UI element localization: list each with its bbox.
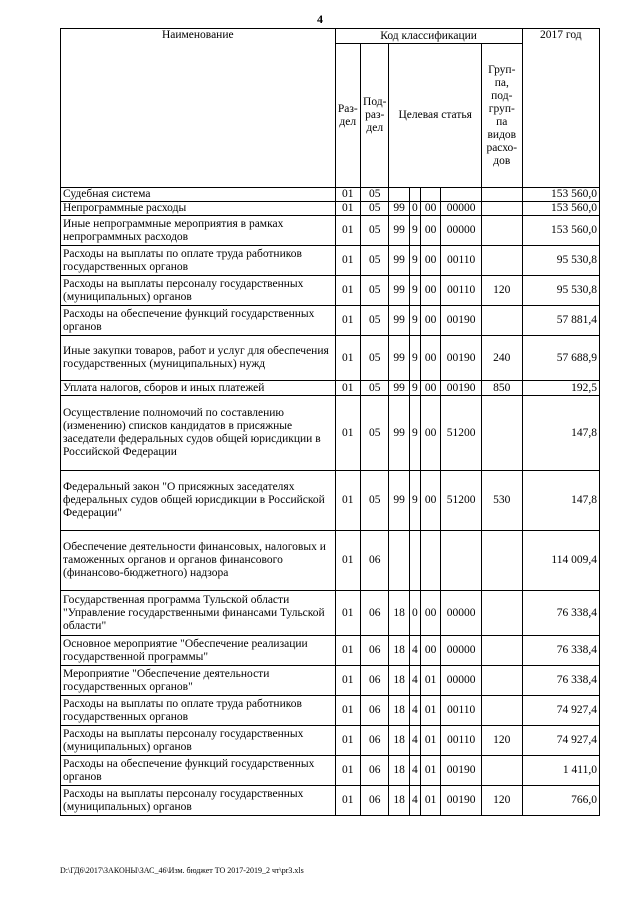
row-code-cell: 01 xyxy=(335,471,360,531)
row-name-cell: Расходы на выплаты персоналу государственных (муниципальных) органов xyxy=(61,726,336,756)
row-code-cell xyxy=(481,531,522,591)
row-code-cell: 240 xyxy=(481,336,522,381)
row-code-cell: 05 xyxy=(360,396,388,471)
table-row xyxy=(61,531,600,591)
table-row xyxy=(61,246,600,276)
row-code-cell: 00 xyxy=(420,471,440,531)
row-code-cell: 00110 xyxy=(441,276,482,306)
row-code-cell: 00110 xyxy=(441,696,482,726)
header-name: Наименование xyxy=(61,29,336,188)
row-code-cell: 00000 xyxy=(441,666,482,696)
table-row xyxy=(61,202,600,216)
row-code-cell: 01 xyxy=(335,726,360,756)
row-code-cell: 9 xyxy=(409,336,420,381)
row-code-cell: 01 xyxy=(420,726,440,756)
row-amount-cell: 76 338,4 xyxy=(522,591,599,636)
row-code-cell: 05 xyxy=(360,216,388,246)
row-code-cell: 9 xyxy=(409,381,420,396)
row-code-cell xyxy=(389,531,409,591)
row-code-cell: 01 xyxy=(335,396,360,471)
row-amount-cell: 76 338,4 xyxy=(522,666,599,696)
row-name-cell: Расходы на выплаты по оплате труда работников государственных органов xyxy=(61,246,336,276)
row-amount-cell: 95 530,8 xyxy=(522,246,599,276)
file-path-footer: D:\ГД6\2017\ЗАКОНЫ\ЗАС_46\Изм. бюджет ТО 2017-2019_2 чт\pr3.xls xyxy=(60,866,304,875)
row-amount-cell: 57 688,9 xyxy=(522,336,599,381)
row-code-cell: 99 xyxy=(389,216,409,246)
row-code-cell: 99 xyxy=(389,336,409,381)
row-code-cell: 00 xyxy=(420,336,440,381)
row-code-cell: 06 xyxy=(360,756,388,786)
row-code-cell: 99 xyxy=(389,471,409,531)
row-code-cell: 01 xyxy=(335,246,360,276)
row-name-cell: Мероприятие "Обеспечение деятельности государственных органов" xyxy=(61,666,336,696)
table-row xyxy=(61,276,600,306)
row-code-cell: 99 xyxy=(389,381,409,396)
row-code-cell xyxy=(481,696,522,726)
row-code-cell xyxy=(441,188,482,202)
row-code-cell: 06 xyxy=(360,696,388,726)
table-row xyxy=(61,756,600,786)
table-row xyxy=(61,786,600,816)
row-code-cell xyxy=(389,188,409,202)
table-body xyxy=(61,188,600,816)
row-name-cell: Расходы на обеспечение функций государственных органов xyxy=(61,756,336,786)
row-name-cell: Судебная система xyxy=(61,188,336,202)
row-code-cell: 00 xyxy=(420,396,440,471)
row-code-cell xyxy=(441,531,482,591)
row-code-cell: 9 xyxy=(409,276,420,306)
table-row xyxy=(61,591,600,636)
page-number: 4 xyxy=(317,12,323,26)
row-code-cell: 05 xyxy=(360,306,388,336)
row-code-cell: 01 xyxy=(420,786,440,816)
row-name-cell: Уплата налогов, сборов и иных платежей xyxy=(61,381,336,396)
row-name-cell: Обеспечение деятельности финансовых, налоговых и таможенных органов и органов финансового (финансово-бюджетного) надзора xyxy=(61,531,336,591)
header-razdel: Раз- дел xyxy=(335,44,360,188)
row-amount-cell: 153 560,0 xyxy=(522,202,599,216)
row-amount-cell: 1 411,0 xyxy=(522,756,599,786)
row-code-cell: 120 xyxy=(481,786,522,816)
row-code-cell: 18 xyxy=(389,756,409,786)
row-code-cell: 18 xyxy=(389,726,409,756)
row-code-cell: 06 xyxy=(360,786,388,816)
row-code-cell: 4 xyxy=(409,756,420,786)
row-code-cell xyxy=(481,756,522,786)
row-amount-cell: 766,0 xyxy=(522,786,599,816)
row-code-cell: 120 xyxy=(481,276,522,306)
row-code-cell: 05 xyxy=(360,276,388,306)
header-gruppa: Груп- па, под- груп- па видов расхо- дов xyxy=(481,44,522,188)
budget-table xyxy=(60,28,600,816)
row-code-cell: 00110 xyxy=(441,726,482,756)
table-row xyxy=(61,188,600,202)
row-code-cell: 00000 xyxy=(441,202,482,216)
header-code: Код классификации xyxy=(335,29,522,44)
row-code-cell: 01 xyxy=(420,666,440,696)
row-code-cell: 00 xyxy=(420,216,440,246)
row-name-cell: Расходы на выплаты по оплате труда работников государственных органов xyxy=(61,696,336,726)
table-row xyxy=(61,726,600,756)
row-code-cell: 4 xyxy=(409,666,420,696)
row-name-cell: Государственная программа Тульской области "Управление государственными финансами Тульской области" xyxy=(61,591,336,636)
row-code-cell: 00 xyxy=(420,636,440,666)
row-code-cell: 00190 xyxy=(441,756,482,786)
row-amount-cell: 114 009,4 xyxy=(522,531,599,591)
row-code-cell: 01 xyxy=(335,381,360,396)
row-code-cell: 9 xyxy=(409,396,420,471)
row-code-cell: 00 xyxy=(420,591,440,636)
row-code-cell: 06 xyxy=(360,666,388,696)
row-code-cell: 06 xyxy=(360,636,388,666)
row-code-cell: 00 xyxy=(420,306,440,336)
row-code-cell: 05 xyxy=(360,246,388,276)
row-code-cell: 00000 xyxy=(441,636,482,666)
row-code-cell xyxy=(409,188,420,202)
row-code-cell: 06 xyxy=(360,531,388,591)
row-code-cell: 0 xyxy=(409,591,420,636)
row-code-cell: 99 xyxy=(389,396,409,471)
row-code-cell: 01 xyxy=(420,756,440,786)
row-code-cell: 00 xyxy=(420,246,440,276)
row-code-cell: 18 xyxy=(389,591,409,636)
row-amount-cell: 57 881,4 xyxy=(522,306,599,336)
row-code-cell: 01 xyxy=(335,696,360,726)
row-code-cell: 9 xyxy=(409,471,420,531)
row-code-cell: 01 xyxy=(335,216,360,246)
row-code-cell xyxy=(481,188,522,202)
row-code-cell: 01 xyxy=(335,306,360,336)
row-amount-cell: 74 927,4 xyxy=(522,726,599,756)
table-row xyxy=(61,216,600,246)
row-code-cell: 4 xyxy=(409,786,420,816)
row-code-cell: 18 xyxy=(389,786,409,816)
row-code-cell xyxy=(481,202,522,216)
row-amount-cell: 147,8 xyxy=(522,396,599,471)
row-code-cell xyxy=(481,591,522,636)
row-code-cell xyxy=(481,306,522,336)
table-row xyxy=(61,471,600,531)
row-name-cell: Расходы на выплаты персоналу государственных (муниципальных) органов xyxy=(61,276,336,306)
row-amount-cell: 153 560,0 xyxy=(522,216,599,246)
row-code-cell: 18 xyxy=(389,636,409,666)
row-code-cell: 00 xyxy=(420,381,440,396)
row-code-cell: 51200 xyxy=(441,471,482,531)
row-code-cell: 00000 xyxy=(441,216,482,246)
row-name-cell: Осуществление полномочий по составлению (изменению) списков кандидатов в присяжные заседатели федеральных судов общей юрисдикции в Российской Федерации xyxy=(61,396,336,471)
row-name-cell: Федеральный закон "О присяжных заседателях федеральных судов общей юрисдикции в Российской Федерации" xyxy=(61,471,336,531)
row-code-cell: 01 xyxy=(335,591,360,636)
row-amount-cell: 95 530,8 xyxy=(522,276,599,306)
row-code-cell: 01 xyxy=(335,202,360,216)
row-code-cell xyxy=(420,531,440,591)
row-code-cell: 9 xyxy=(409,306,420,336)
row-code-cell: 01 xyxy=(335,336,360,381)
row-code-cell xyxy=(481,666,522,696)
row-code-cell: 99 xyxy=(389,276,409,306)
row-code-cell: 05 xyxy=(360,471,388,531)
row-code-cell: 01 xyxy=(420,696,440,726)
row-code-cell: 01 xyxy=(335,276,360,306)
row-amount-cell: 74 927,4 xyxy=(522,696,599,726)
row-code-cell xyxy=(481,396,522,471)
row-name-cell: Расходы на выплаты персоналу государственных (муниципальных) органов xyxy=(61,786,336,816)
row-code-cell: 9 xyxy=(409,216,420,246)
row-code-cell: 01 xyxy=(335,188,360,202)
row-amount-cell: 192,5 xyxy=(522,381,599,396)
header-celevaya: Целевая статья xyxy=(389,44,482,188)
row-code-cell: 4 xyxy=(409,726,420,756)
row-code-cell: 01 xyxy=(335,756,360,786)
row-name-cell: Иные непрограммные мероприятия в рамках непрограммных расходов xyxy=(61,216,336,246)
row-code-cell: 01 xyxy=(335,666,360,696)
table-row xyxy=(61,336,600,381)
table-row xyxy=(61,666,600,696)
row-code-cell: 530 xyxy=(481,471,522,531)
row-code-cell xyxy=(420,188,440,202)
row-code-cell: 00 xyxy=(420,202,440,216)
row-amount-cell: 76 338,4 xyxy=(522,636,599,666)
header-year: 2017 год xyxy=(522,29,599,188)
row-code-cell: 01 xyxy=(335,636,360,666)
row-code-cell: 00190 xyxy=(441,381,482,396)
row-code-cell: 01 xyxy=(335,786,360,816)
table-row xyxy=(61,381,600,396)
row-name-cell: Расходы на обеспечение функций государственных органов xyxy=(61,306,336,336)
row-code-cell: 00190 xyxy=(441,306,482,336)
row-code-cell: 05 xyxy=(360,336,388,381)
row-code-cell xyxy=(481,636,522,666)
row-code-cell: 99 xyxy=(389,306,409,336)
row-code-cell: 01 xyxy=(335,531,360,591)
row-code-cell: 00000 xyxy=(441,591,482,636)
row-amount-cell: 153 560,0 xyxy=(522,188,599,202)
row-code-cell: 05 xyxy=(360,381,388,396)
row-code-cell: 00190 xyxy=(441,336,482,381)
row-code-cell: 9 xyxy=(409,246,420,276)
row-code-cell xyxy=(481,246,522,276)
row-code-cell xyxy=(481,216,522,246)
row-code-cell: 06 xyxy=(360,591,388,636)
row-code-cell: 99 xyxy=(389,246,409,276)
row-code-cell: 99 xyxy=(389,202,409,216)
row-code-cell: 05 xyxy=(360,202,388,216)
row-code-cell: 05 xyxy=(360,188,388,202)
row-code-cell: 00 xyxy=(420,276,440,306)
row-code-cell: 00190 xyxy=(441,786,482,816)
row-code-cell: 00110 xyxy=(441,246,482,276)
row-code-cell xyxy=(409,531,420,591)
row-amount-cell: 147,8 xyxy=(522,471,599,531)
row-code-cell: 4 xyxy=(409,696,420,726)
row-code-cell: 0 xyxy=(409,202,420,216)
row-code-cell: 850 xyxy=(481,381,522,396)
row-code-cell: 18 xyxy=(389,666,409,696)
table-row xyxy=(61,306,600,336)
row-name-cell: Непрограммные расходы xyxy=(61,202,336,216)
header-podrazdel: Под- раз- дел xyxy=(360,44,388,188)
row-code-cell: 18 xyxy=(389,696,409,726)
table-row xyxy=(61,396,600,471)
row-code-cell: 120 xyxy=(481,726,522,756)
row-code-cell: 06 xyxy=(360,726,388,756)
row-name-cell: Основное мероприятие "Обеспечение реализации государственной программы" xyxy=(61,636,336,666)
table-row xyxy=(61,636,600,666)
table-row xyxy=(61,696,600,726)
row-code-cell: 4 xyxy=(409,636,420,666)
row-name-cell: Иные закупки товаров, работ и услуг для обеспечения государственных (муниципальных) нужд xyxy=(61,336,336,381)
row-code-cell: 51200 xyxy=(441,396,482,471)
